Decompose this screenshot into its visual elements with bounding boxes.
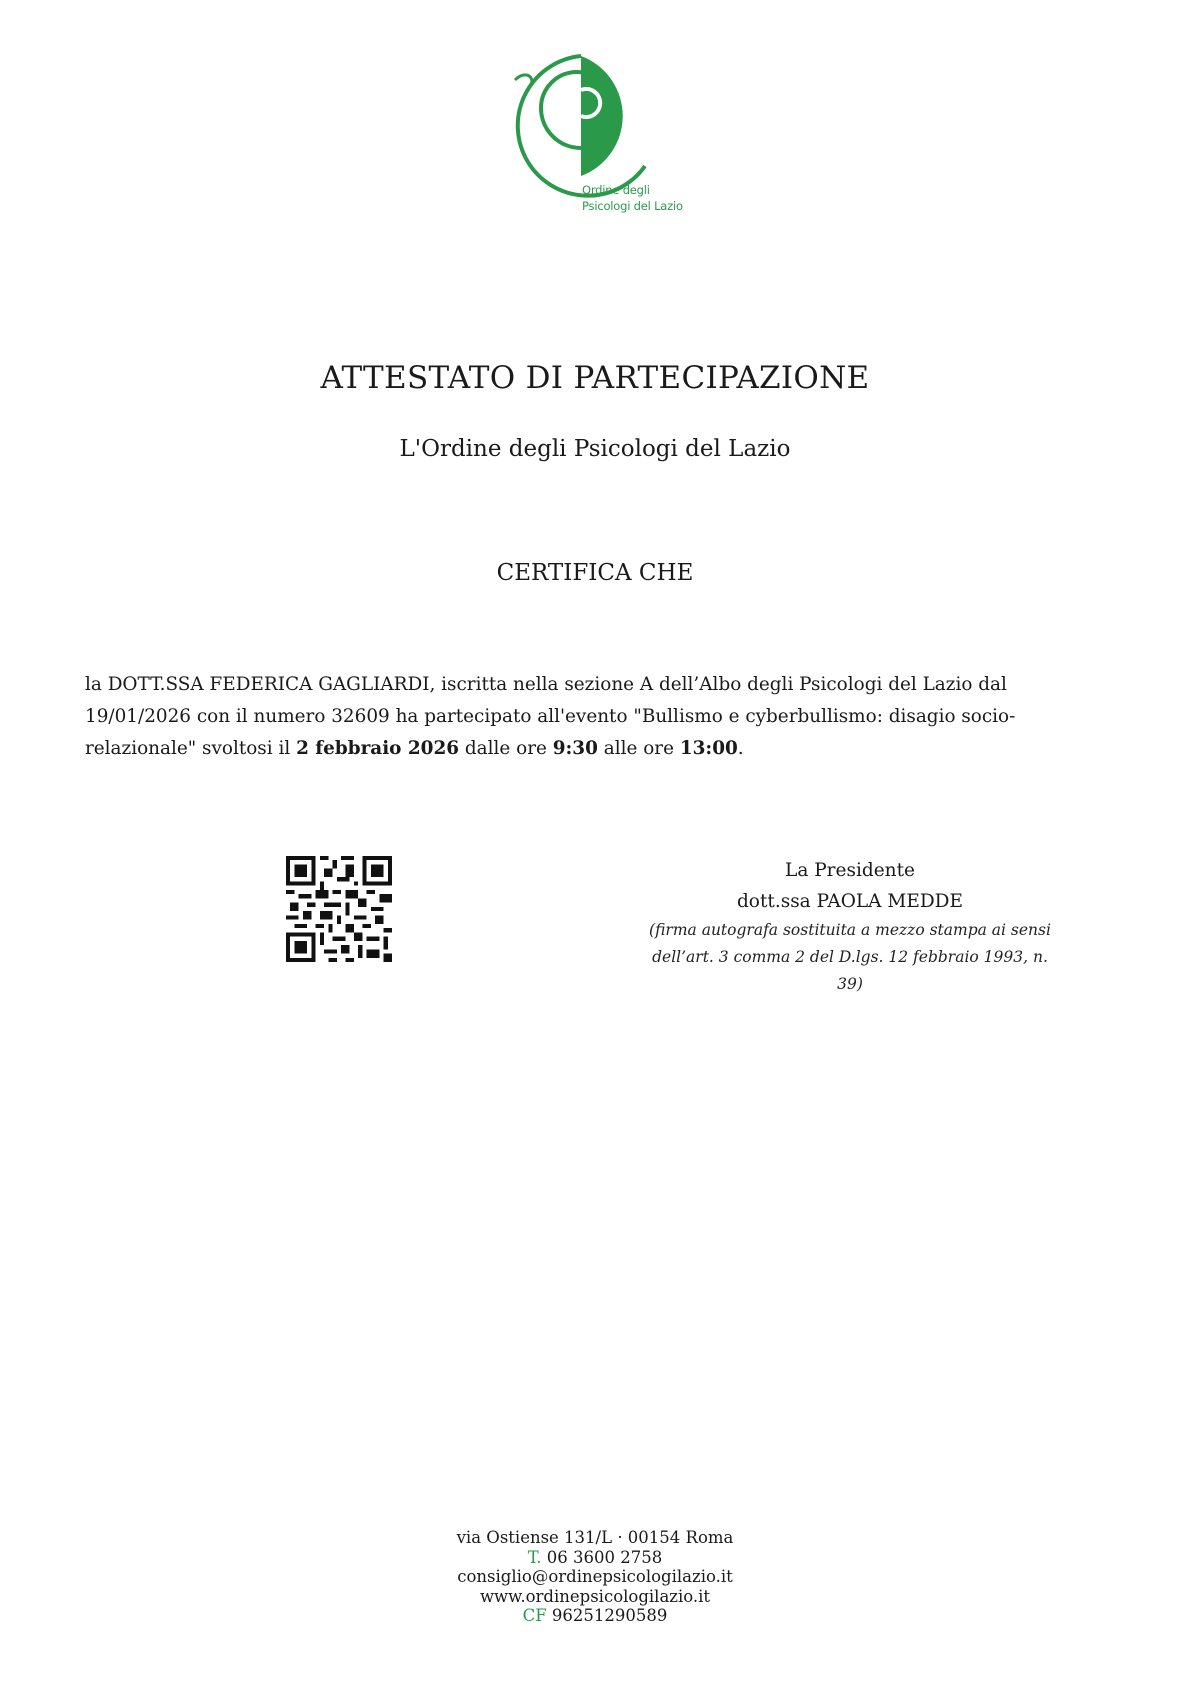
qr-code[interactable] (286, 856, 392, 962)
signatory-name: dott.ssa PAOLA MEDDE (736, 891, 964, 912)
footer-cf-row (0, 1606, 1190, 1626)
body-text-part4: . (737, 738, 744, 759)
logo-text-line1: Ordine degli (582, 183, 650, 197)
footer-address: via Ostiense 131/L · 00154 Roma (456, 1528, 734, 1547)
signatory-role: La Presidente (785, 860, 915, 881)
footer (0, 1528, 1190, 1626)
issuer: L'Ordine degli Psicologi del Lazio (399, 436, 791, 462)
footer-website[interactable]: www.ordinepsicologilazio.it (479, 1586, 711, 1606)
body-text-part3: alle ore (597, 738, 680, 759)
signature-note-line2: dell’art. 3 comma 2 del D.lgs. 12 febbraio 1993, n. 39) (652, 948, 1048, 993)
start-time: 9:30 (552, 738, 598, 759)
footer-cf: 96251290589 (551, 1606, 668, 1625)
certificate-body (85, 669, 1095, 765)
signature-block (640, 855, 1060, 998)
footer-email[interactable]: consiglio@ordinepsicologilazio.it (457, 1567, 733, 1586)
body-text-part2: dalle ore (459, 738, 553, 759)
phone-label: T. (527, 1547, 542, 1567)
event-date: 2 febbraio 2026 (296, 738, 460, 759)
cf-label: CF (522, 1606, 547, 1625)
footer-phone-row (0, 1548, 1190, 1568)
page-title: ATTESTATO DI PARTECIPAZIONE (320, 360, 870, 396)
end-time: 13:00 (679, 738, 738, 759)
footer-phone: 06 3600 2758 (546, 1547, 663, 1567)
signature-note-line1: (firma autografa sostituita a mezzo stampa ai sensi (649, 921, 1051, 939)
body-text-part1: la DOTT.SSA FEDERICA GAGLIARDI, iscritta nella sezione A dell’Albo degli Psicologi del Lazio dal 19/01/2026 con il numero 32609 ha partecipato all'evento "Bullismo e cyberbullismo: disagio socio-relazionale" svoltosi il (85, 674, 1016, 759)
logo-text-line2: Psicologi del Lazio (582, 199, 683, 213)
certifica-heading: CERTIFICA CHE (496, 560, 694, 586)
